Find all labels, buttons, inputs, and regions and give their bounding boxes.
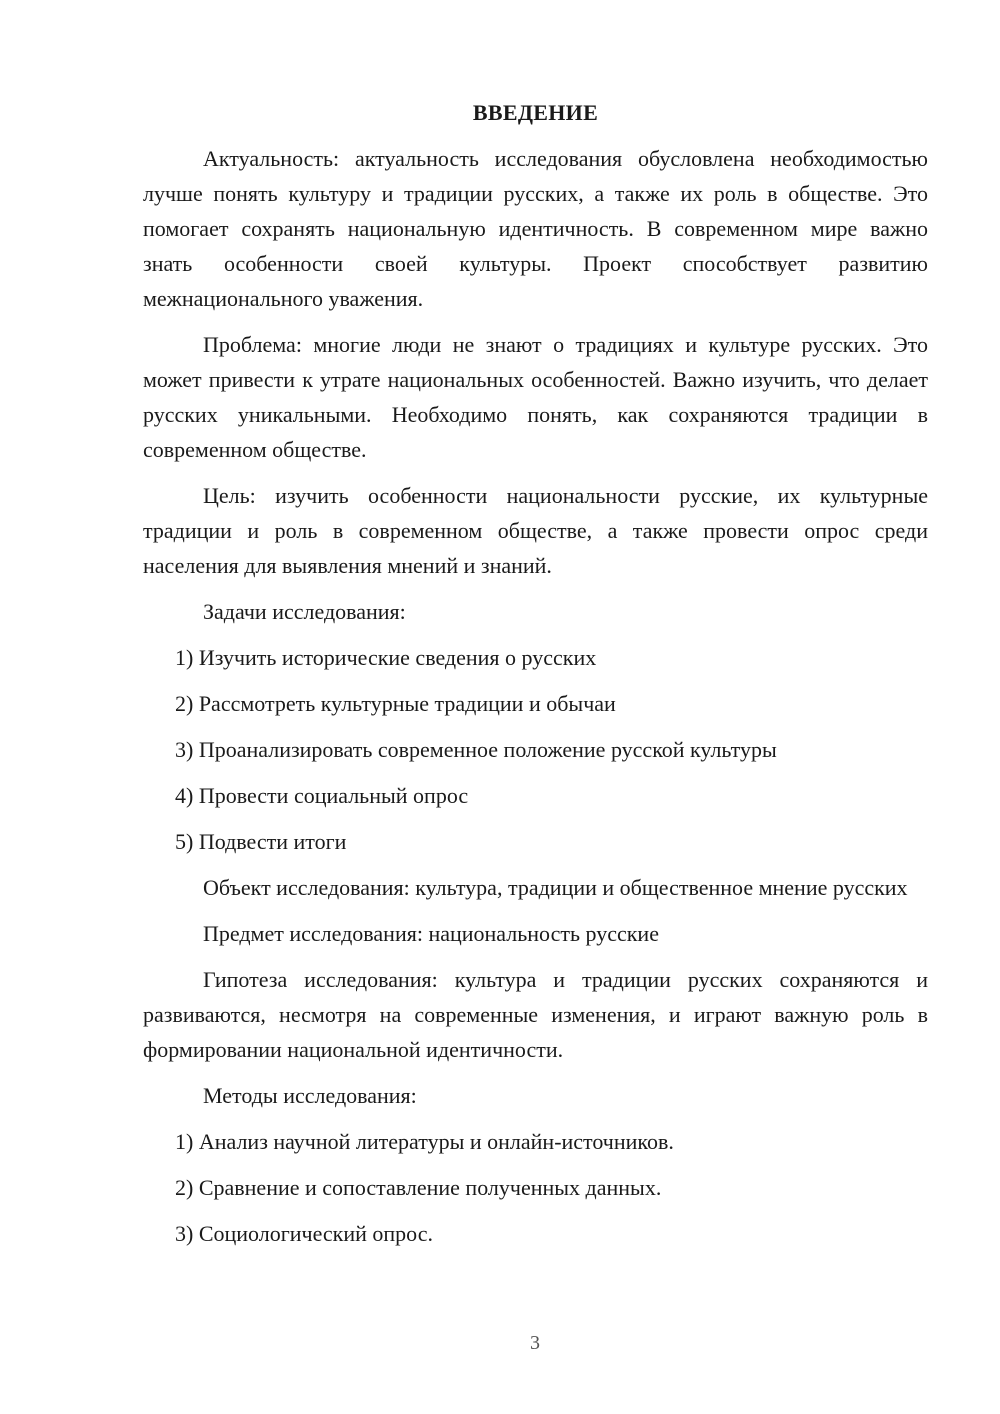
methods-heading: Методы исследования: [203,1083,417,1108]
list-item: 3) Проанализировать современное положение русской культуры [175,737,777,762]
list-item: 2) Сравнение и сопоставление полученных данных. [175,1175,662,1200]
tasks-heading: Задачи исследования: [203,599,406,624]
document-page [143,95,928,1262]
list-item: 4) Провести социальный опрос [175,783,469,808]
list-item: 2) Рассмотреть культурные традиции и обычаи [175,691,616,716]
methods-list [143,1124,928,1251]
list-item: 3) Социологический опрос. [175,1221,433,1246]
list-item: 5) Подвести итоги [175,829,347,854]
goal-paragraph: Цель: изучить особенности национальности русские, их культурные традиции и роль в современном обществе, а также провести опрос среди населения для выявления мнений и знаний. [143,483,928,578]
tasks-list [143,640,928,859]
hypothesis-paragraph: Гипотеза исследования: культура и традиции русских сохраняются и развиваются, несмотря на современные изменения, и играют важную роль в формировании национальной идентичности. [143,967,928,1062]
problem-paragraph: Проблема: многие люди не знают о традициях и культуре русских. Это может привести к утрате национальных особенностей. Важно изучить, что делает русских уникальными. Необходимо понять, как сохраняются традиции в современном обществе. [143,332,928,462]
relevance-paragraph: Актуальность: актуальность исследования обусловлена необходимостью лучше понять культуру и традиции русских, а также их роль в обществе. Это помогает сохранять национальную идентичность. В современном мире важно знать особенности своей культуры. Проект способствует развитию межнационального уважения. [143,146,928,311]
list-item: 1) Анализ научной литературы и онлайн-источников. [175,1129,674,1154]
subject-paragraph: Предмет исследования: национальность русские [203,921,659,946]
list-item: 1) Изучить исторические сведения о русских [175,645,597,670]
page-number: 3 [530,1332,540,1354]
object-paragraph: Объект исследования: культура, традиции и общественное мнение русских [203,875,908,900]
section-title: ВВЕДЕНИЕ [472,100,599,125]
